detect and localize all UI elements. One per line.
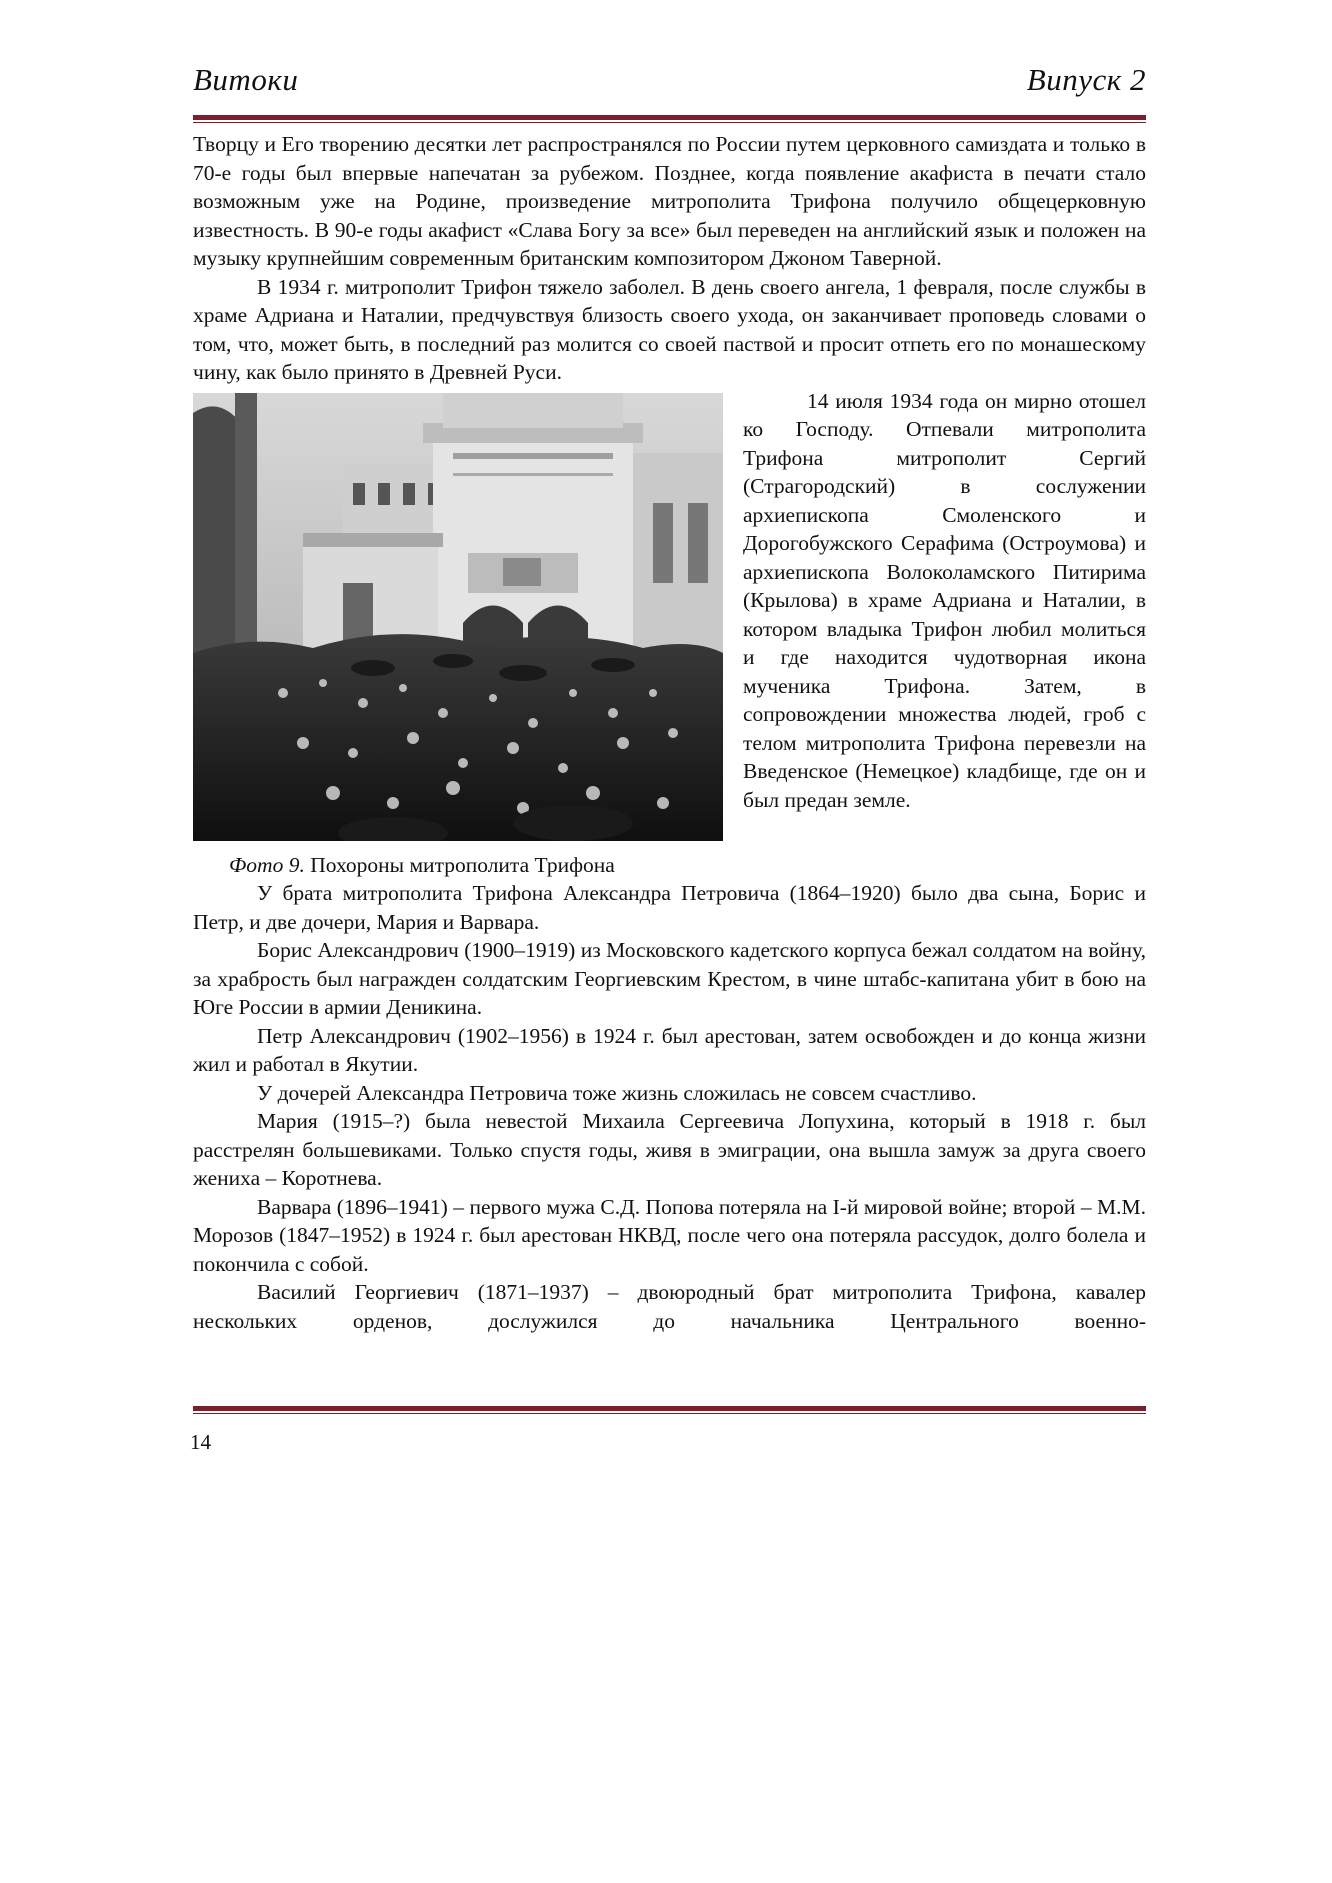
paragraph: Борис Александрович (1900–1919) из Московского кадетского корпуса бежал солдатом на войну, за храбрость был награжден солдатским Георгиевским Крестом, в чине штабс-капитана убит в бою на Юге России в армии Деникина.: [193, 938, 1146, 1019]
figure-caption: [193, 851, 1146, 880]
paragraph: Творцу и Его творению десятки лет распространялся по России путем церковного самиздата и только в 70-е годы был впервые напечатан за рубежом. Позднее, когда появление акафиста в печати стало возможным уже на Родине, произведение митрополита Трифона получило общецерковную известность. В 90-е годы акафист «Слава Богу за все» был переведен на английский язык и положен на музыку крупнейшим современным британским композитором Джоном Таверной.: [193, 132, 1146, 270]
footer-rule: [193, 1406, 1146, 1414]
page-number: 14: [190, 1430, 211, 1454]
caption-label: Фото 9.: [229, 852, 305, 877]
paragraph: В 1934 г. митрополит Трифон тяжело заболел. В день своего ангела, 1 февраля, после службы в храме Адриана и Наталии, предчувствуя близость своего ухода, он заканчивает проповедь словами о том, что, может быть, в последний раз молится со своей паствой и просит отпеть его по монашескому чину, как было принято в Древней Руси.: [193, 274, 1146, 384]
funeral-photo: [193, 393, 723, 841]
figure-block: [193, 387, 1146, 851]
paragraph: У брата митрополита Трифона Александра Петровича (1864–1920) было два сына, Борис и Петр, и две дочери, Мария и Варвара.: [193, 881, 1146, 934]
issue-number: Випуск 2: [1026, 62, 1146, 97]
paragraph: 14 июля 1934 года он мирно отошел ко Господу. Отпевали митрополита Трифона митрополит Сергий (Страгородский) в сослужении архиепископа Смоленского и Дорогобужского Серафима (Остроумова) и архиепископа Волоколамского Питирима (Крылова) в храме Адриана и Наталии, в котором владыка Трифон любил молиться и где находится чудотворная икона мученика Трифона. Затем, в сопровождении множества людей, гроб с телом митрополита Трифона перевезли на Введенское (Немецкое) кладбище, где он и был предан земле.: [743, 388, 1146, 812]
paragraph: Василий Георгиевич (1871–1937) – двоюродный брат митрополита Трифона, кавалер нескольких орденов, дослужился до начальника Центрального военно-: [193, 1280, 1146, 1333]
paragraph: Петр Александрович (1902–1956) в 1924 г. был арестован, затем освобожден и до конца жизни жил и работал в Якутии.: [193, 1023, 1146, 1076]
article-body: [193, 130, 1146, 1335]
header-rule: [193, 115, 1146, 123]
paragraph: Мария (1915–?) была невестой Михаила Сергеевича Лопухина, который в 1918 г. был расстрелян большевиками. Только спустя годы, живя в эмиграции, она вышла замуж за друга своего жениха – Коротнева.: [193, 1109, 1146, 1190]
paragraph: Варвара (1896–1941) – первого мужа С.Д. Попова потеряла на І-й мировой войне; второй – М.М. Морозов (1847–1952) в 1924 г. был арестован НКВД, после чего она потеряла рассудок, долго болела и покончила с собой.: [193, 1194, 1146, 1276]
journal-title: Витоки: [193, 62, 299, 97]
running-header: [193, 62, 1146, 110]
paragraph: У дочерей Александра Петровича тоже жизнь сложилась не совсем счастливо.: [257, 1080, 977, 1105]
caption-text: Похороны митрополита Трифона: [304, 852, 615, 877]
